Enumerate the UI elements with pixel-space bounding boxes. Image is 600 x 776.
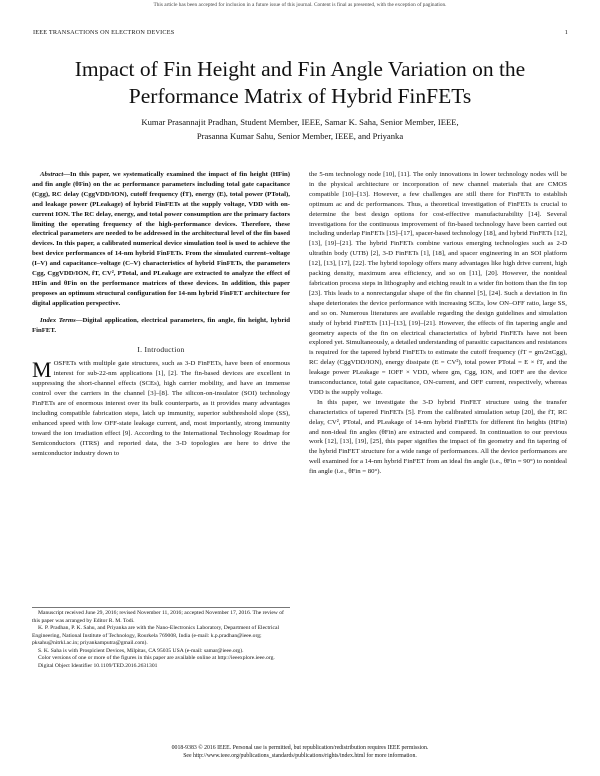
- index-terms-text: —Digital application, electrical parameters, fin angle, fin height, hybrid FinFET.: [32, 316, 290, 334]
- author-line-1: Kumar Prasannajit Pradhan, Student Member, IEEE, Samar K. Saha, Senior Member, IEEE,: [141, 117, 459, 127]
- index-terms: [32, 316, 290, 336]
- permissions-line: See http://www.ieee.org/publications_standards/publications/rights/index.html for more information.: [183, 753, 417, 759]
- body-paragraph: the 5-nm technology node [10], [11]. The only innovations in lower technology nodes will be in the physical architecture or incorporation of new channel materials that are CMOS compatible [10]–[13]. However, a few challenges are still there for FinFETs to establish optimum ac and dc performances. Thus, a theoretical investigation of FinFETs is crucial to determine the best design options for cost-effective manufacturability [14]. Several investigations for the continuous improvement of fin-based technology have been carried out including underlap FinFETs [15]–[17], spacer-based technology [18], and hybrid FinFETs [12], [13], [19]–[21]. The hybrid FinFETs combine various emerging technologies such as 2-D ultrathin body (UTB) [2], 3-D FinFETs [1], [18], and spacer engineering in an SOI platform [12], [13], [17], [22]. The hybrid topology offers many advantages like high drive current, high packing density, maximum area efficiency, and so on [11], [20]. However, the nonideal fabrication process steps in lithography and etching result in a wider fin bottom than the fin top [23]. This leads to a nonrectangular shape of the fin channel [5], [24]. Such a deviation in fin shape deteriorates the device performance with increasing SCEs, low ON–OFF ratio, large SS, and so on. Numerous literatures are available regarding the design guidelines and simulation study of hybrid FinFETs [11]–[13], [19]–[21]. However, the effects of fin tapering angle and geometry aspects of the fin on electrical characteristics of hybrid FinFETs have not been explored yet. Simultaneously, a detailed understanding of parasitic capacitances and resistances is required for the tapered hybrid FinFETs to estimate the cutoff frequency (fT = gm/2πCgg), RC delay (CggVDD/ION), energy dissipate (E = CV²), total power PTotal = E × fT, and the leakage power PLeakage = IOFF × VDD, where gm, Cgg, ION, and IOFF are the device transconductance, total gate capacitance, ON-current, and OFF current, respectively, whereas VDD is the supply voltage.: [309, 171, 567, 396]
- acceptance-notice: This article has been accepted for inclusion in a future issue of this journal. Content is final as presented, with the exception of pagination.: [153, 2, 447, 8]
- footnote-line: Manuscript received June 29, 2016; revised November 11, 2016; accepted November 17, 2016. The review of this paper was arranged by Editor R. M. Todi.: [32, 610, 284, 624]
- footnote-line: Digital Object Identifier 10.1109/TED.2016.2631301: [38, 662, 158, 669]
- page-footer: [0, 744, 600, 760]
- footnote-block: [32, 607, 290, 670]
- body-paragraph: In this paper, we investigate the 3-D hybrid FinFET structure using the transfer characteristics of tapered FinFETs [5]. From the calibrated simulation setup [20], the fT, RC delay, CV², PTotal, and PLeakage of 14-nm hybrid FinFETs for different fin heights (HFin) and non-ideal fin angles (θFin) are extracted and compared. In continuation to our previous work [12], [13], [19], [25], this paper signifies the impact of fin geometry and fin tapering of the hybrid FinFET structure for a wide range of performances. All the device performances are well examined for a 14-nm hybrid FinFET from an ideal fin angle (i.e., θFin = 90°) to nonideal fin angle (i.e., θFin = 80°).: [309, 398, 567, 476]
- index-terms-label: Index Terms: [40, 316, 76, 324]
- abstract-text: —In this paper, we systematically examined the impact of fin height (HFin) and fin angle (θFin) on the ac performance parameters including total gate capacitance (Cgg), RC delay (CggVDD/ION), cutoff frequency (fT), energy (E), total power (PTotal), and leakage power (PLeakage) of hybrid FinFETs at the supply voltage, VDD with on-current ION. The RC delay, energy, and total power consumption are the primary factors limiting the operating frequency of the high-performance devices. Therefore, these electrical parameters are needed to be addressed in the architectural level of the fin based devices. In this paper, a calibrated numerical device simulation tool is used to achieve the best device performances of 14-nm hybrid FinFETs. From the simulated current–voltage (I–V) and capacitance–voltage (C–V) characteristics of hybrid FinFETs, the parameters Cgg, CggVDD/ION, fT, CV², PTotal, and PLeakage are extracted to analyze the effect of HFin and θFin on the performance matrices of these devices. In addition, this paper proposes an optimum structural configuration for 14-nm hybrid FinFET architecture for digital application perspective.: [32, 171, 290, 307]
- paper-title: Impact of Fin Height and Fin Angle Variation on the Performance Matrix of Hybrid FinFETs: [74, 57, 526, 108]
- introduction-paragraph: [32, 359, 290, 458]
- author-line-2: Prasanna Kumar Sahu, Senior Member, IEEE, and Priyanka: [196, 131, 404, 141]
- left-column: [32, 170, 290, 458]
- copyright-line: 0018-9383 © 2016 IEEE. Personal use is permitted, but republication/redistribution requires IEEE permission.: [171, 745, 429, 751]
- footnote-line: S. K. Saha is with Prospicient Devices, Milpitas, CA 95035 USA (e-mail: samar@ieee.org).: [38, 647, 244, 654]
- right-column: [309, 170, 567, 477]
- abstract-label: Abstract: [40, 171, 64, 178]
- page-number: 1: [564, 29, 568, 36]
- journal-name: IEEE TRANSACTIONS ON ELECTRON DEVICES: [33, 29, 175, 36]
- running-header: [33, 29, 568, 36]
- footnote-line: K. P. Pradhan, P. K. Sahu, and Priyanka are with the Nano-Electronics Laboratory, Department of Electrical Engineering, National Institute of Technology, Rourkela 769008, India (e-mail: k.p.pradhan@ieee.org; pksahu@nitrkl.ac.in; priyankamputra@gmail.com).: [32, 625, 280, 646]
- footnote-line: Color versions of one or more of the figures in this paper are available online at http://ieeexplore.ieee.org.: [38, 655, 275, 661]
- section-heading-introduction: I. Introduction: [137, 344, 185, 354]
- abstract: [32, 170, 290, 309]
- introduction-text: OSFETs with multiple gate structures, such as 3-D FinFETs, have been of enormous interest for sub-22-nm applications [1], [2]. The fin-based devices are excellent in suppressing the short-channel effects (SCEs), high carrier mobility, and have an immense control over the carriers in the channel [3]–[8]. The silicon-on-insulator (SOI) technology FinFETs are of enormous interest over its bulk counterparts, as it provides many advantages including compatible fabrication steps, latch up immunity, superior subthreshold slope (SS), enhanced speed with low OFF-state leakage current, and, most importantly, strong immunity toward the ion irradiation effect [9]. According to the International Technology Roadmap for Semiconductors (ITRS) and reported data, the 3-D topologies are here to drive the semiconductor industry down to: [32, 360, 290, 457]
- footnote-rule: [32, 607, 290, 608]
- author-list: [40, 115, 560, 143]
- drop-cap: M: [32, 357, 52, 383]
